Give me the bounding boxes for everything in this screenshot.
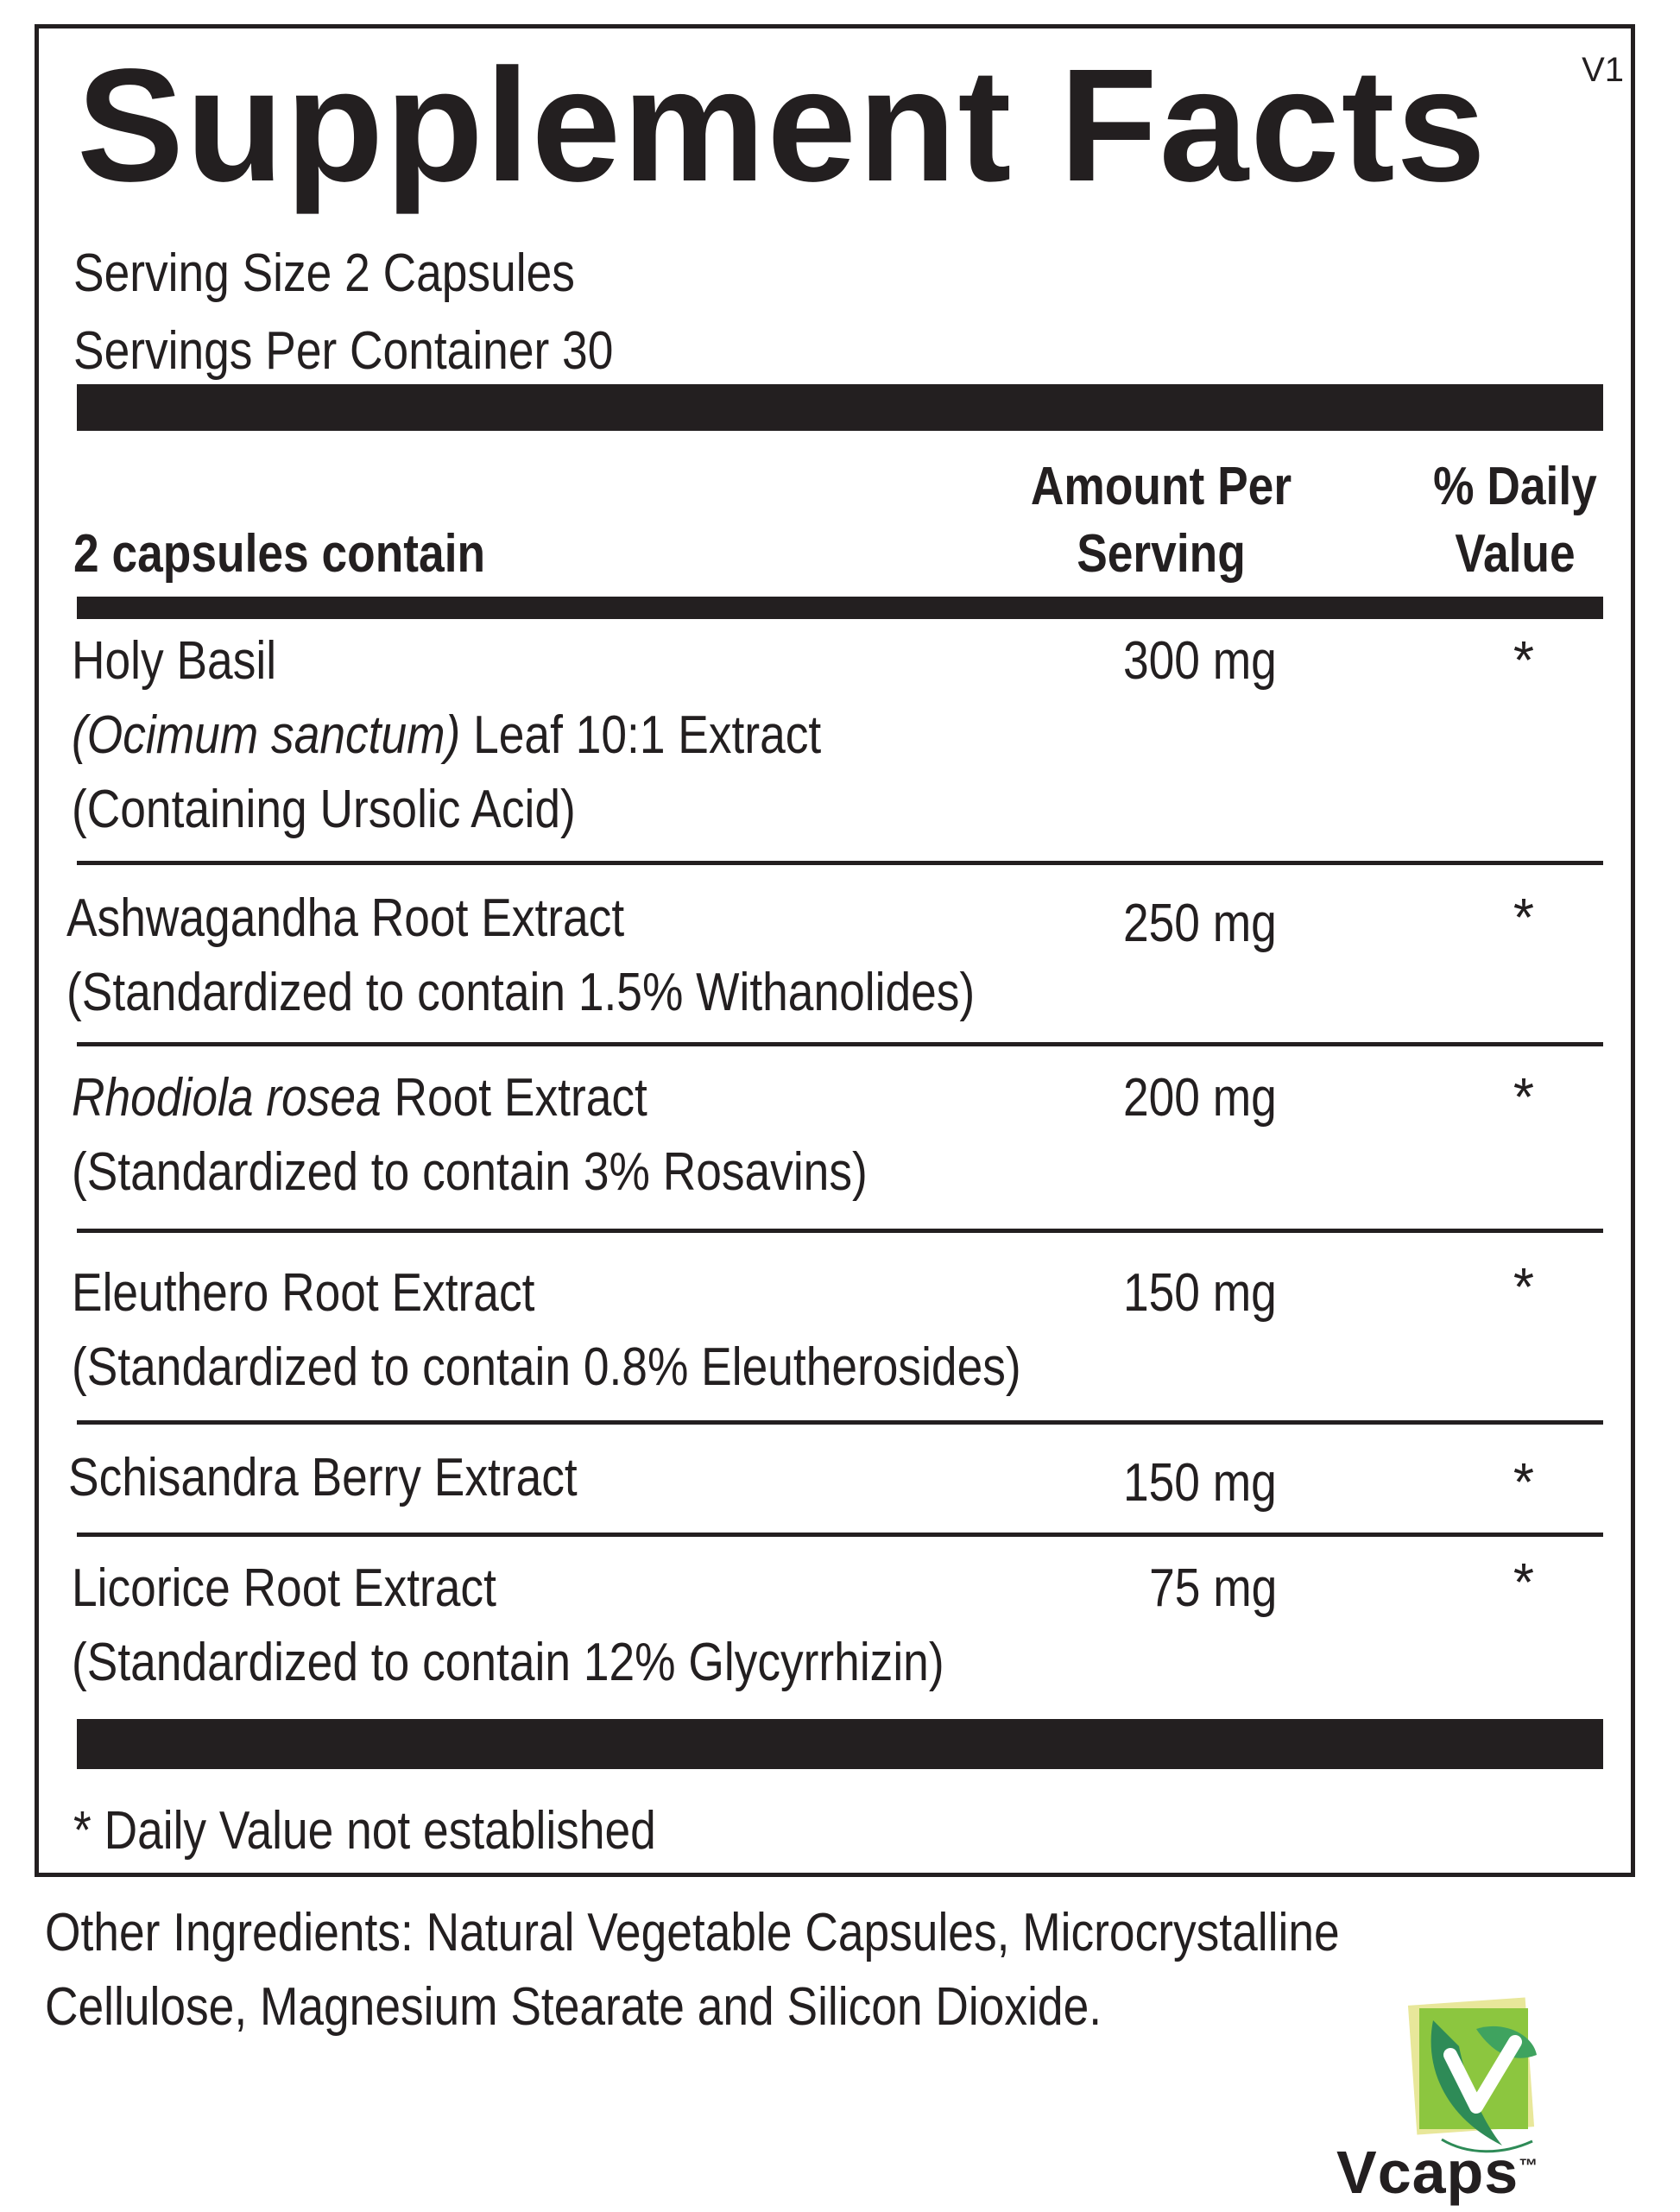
ingredient-amount: 150 mg [1123, 1453, 1277, 1513]
row-divider [77, 1229, 1603, 1233]
other-ingredients: Other Ingredients: Natural Vegetable Capsules, Microcrystalline Cellulose, Magnesium Stearate and Silicon Dioxide. [45, 1903, 1340, 2037]
ingredient-daily-value: * [1513, 1258, 1535, 1318]
ingredient-note: (Containing Ursolic Acid) [72, 780, 576, 839]
row-divider [77, 1533, 1603, 1537]
thick-divider-bottom [77, 1719, 1603, 1769]
row-divider [77, 1042, 1603, 1046]
row-divider [77, 1420, 1603, 1425]
ingredient-amount: 200 mg [1123, 1068, 1277, 1128]
ingredient-note: (Standardized to contain 0.8% Eleutherosides) [72, 1337, 1021, 1397]
panel-title: Supplement Facts [77, 36, 1487, 215]
medium-divider [77, 597, 1603, 619]
ingredient-daily-value: * [1513, 631, 1535, 691]
supplement-facts-panel [35, 24, 1635, 1877]
ingredient-name: Rhodiola rosea Root Extract [72, 1068, 647, 1128]
ingredient-name: Holy Basil [72, 631, 277, 691]
ingredient-amount: 75 mg [1148, 1558, 1277, 1618]
ingredient-amount: 150 mg [1123, 1263, 1277, 1323]
ingredient-name: Ashwagandha Root Extract [66, 888, 625, 948]
ingredient-name: Schisandra Berry Extract [68, 1448, 578, 1507]
ingredient-amount: 300 mg [1123, 631, 1277, 691]
ingredient-note: (Standardized to contain 3% Rosavins) [72, 1142, 868, 1202]
ingredient-daily-value: * [1513, 888, 1535, 948]
servings-per-container: Servings Per Container 30 [73, 321, 614, 381]
header-daily-value: % Daily Value [1433, 457, 1597, 584]
ingredient-amount: 250 mg [1123, 894, 1277, 953]
ingredient-daily-value: * [1513, 1453, 1535, 1513]
thick-divider-top [77, 384, 1603, 431]
version-label: V1 [1582, 51, 1624, 89]
daily-value-footnote: * Daily Value not established [73, 1801, 656, 1861]
header-amount: Amount Per Serving [1030, 457, 1292, 584]
header-contains: 2 capsules contain [73, 524, 486, 584]
row-divider [77, 861, 1603, 865]
ingredient-source: (Ocimum sanctum) Leaf 10:1 Extract [72, 705, 822, 765]
ingredient-daily-value: * [1513, 1068, 1535, 1128]
ingredient-note: (Standardized to contain 12% Glycyrrhizin) [72, 1633, 944, 1692]
serving-size: Serving Size 2 Capsules [73, 243, 575, 303]
vcaps-wordmark: Vcaps™ [1336, 2139, 1539, 2206]
ingredient-note: (Standardized to contain 1.5% Withanolides) [66, 963, 976, 1022]
ingredient-name: Licorice Root Extract [72, 1558, 496, 1618]
ingredient-name: Eleuthero Root Extract [72, 1263, 535, 1323]
ingredient-daily-value: * [1513, 1553, 1535, 1613]
